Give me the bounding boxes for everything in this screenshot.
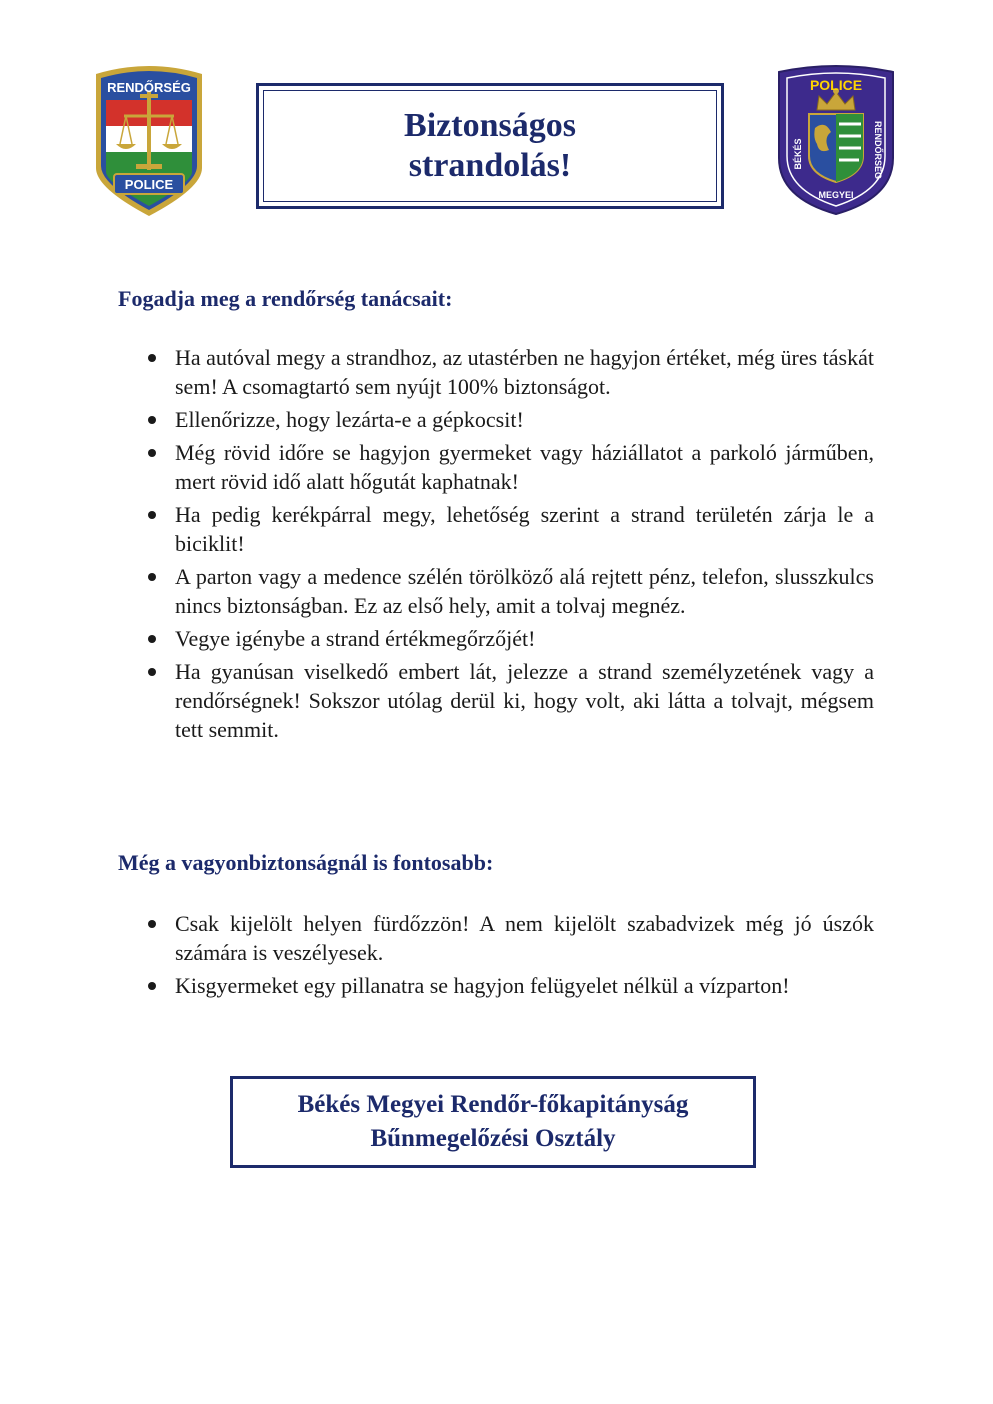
section-heading-advice: Fogadja meg a rendőrség tanácsait:	[118, 286, 453, 311]
list-item-text: Még rövid időre se hagyjon gyermeket vagy háziállatot a parkoló járműben, mert rövid idő alatt hőgutát kaphatnak!	[175, 440, 874, 494]
page-title-line-1: Biztonságos	[404, 107, 576, 144]
bullet-icon	[148, 416, 156, 424]
footer-organization: Békés Megyei Rendőr-főkapitányság	[297, 1091, 689, 1118]
list-item-text: Ellenőrizze, hogy lezárta-e a gépkocsit!	[175, 407, 524, 432]
bekes-county-police-badge-icon	[773, 58, 899, 218]
list-item-text: Kisgyermeket egy pillanatra se hagyjon felügyelet nélkül a vízparton!	[175, 973, 790, 998]
list-item	[148, 500, 874, 558]
bullet-icon	[148, 982, 156, 990]
page-title-line-2: strandolás!	[408, 147, 572, 184]
right-badge-top-text: POLICE	[809, 77, 863, 93]
list-item-text: A parton vagy a medence szélén törölköző alá rejtett pénz, telefon, slusszkulcs nincs biztonságban. Ez az első hely, amit a tolvaj megnéz.	[175, 564, 874, 618]
left-badge-top-text: RENDŐRSÉG	[107, 80, 191, 95]
section-heading-safety: Még a vagyonbiztonságnál is fontosabb:	[118, 850, 494, 875]
bullet-icon	[148, 635, 156, 643]
right-badge-left-text: BÉKÉS	[793, 138, 803, 170]
list-item	[148, 624, 874, 653]
list-item	[148, 343, 874, 401]
list-item-text: Ha pedig kerékpárral megy, lehetőség szerint a strand területén zárja le a biciklit!	[175, 502, 874, 556]
bullet-icon	[148, 511, 156, 519]
footer-department: Bűnmegelőzési Osztály	[370, 1125, 616, 1152]
title-inner-frame	[263, 90, 717, 202]
list-item	[148, 657, 874, 744]
list-item-text: Vegye igénybe a strand értékmegőrzőjét!	[175, 626, 536, 651]
bullet-icon	[148, 573, 156, 581]
left-badge-bottom-text: POLICE	[124, 177, 174, 192]
bullet-icon	[148, 449, 156, 457]
safety-list	[148, 909, 874, 1004]
bullet-icon	[148, 354, 156, 362]
list-item	[148, 562, 874, 620]
list-item-text: Csak kijelölt helyen fürdőzzön! A nem kijelölt szabadvizek még jó úszók számára is veszélyesek.	[175, 911, 874, 965]
right-badge-bottom-text: MEGYEI	[818, 190, 854, 200]
bullet-icon	[148, 920, 156, 928]
title-box	[256, 83, 724, 209]
list-item-text: Ha gyanúsan viselkedő embert lát, jelezze a strand személyzetének vagy a rendőrségnek! Sokszor utólag derül ki, hogy volt, aki látta a tolvajt, mégsem tett semmit.	[175, 659, 874, 742]
list-item	[148, 405, 874, 434]
list-item-text: Ha autóval megy a strandhoz, az utastérben ne hagyjon értéket, még üres táskát sem! A csomagtartó sem nyújt 100% biztonságot.	[175, 345, 874, 399]
list-item	[148, 909, 874, 967]
list-item	[148, 438, 874, 496]
advice-list	[148, 343, 874, 748]
list-item	[148, 971, 874, 1000]
footer-box	[230, 1076, 756, 1168]
right-badge-right-text: RENDŐRSÉG	[873, 120, 883, 180]
bullet-icon	[148, 668, 156, 676]
hungarian-police-badge-icon	[88, 60, 210, 220]
